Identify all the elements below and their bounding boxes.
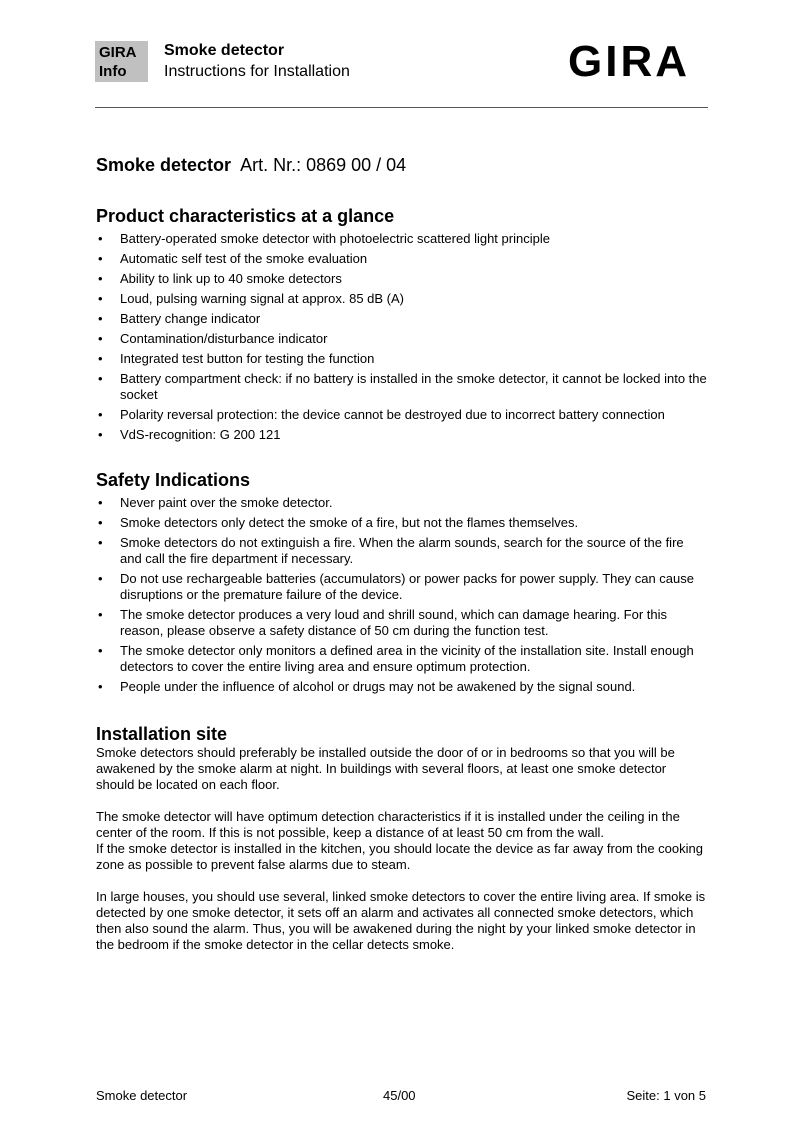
list-item: • People under the influence of alcohol or drugs may not be awakened by the signal sound. [96,679,708,695]
list-item: • Never paint over the smoke detector. [96,495,708,511]
list-item: • Smoke detectors do not extinguish a fire. When the alarm sounds, search for the source of the fire and call the fire department if necessary. [96,535,708,567]
list-item: • Ability to link up to 40 smoke detectors [96,271,708,287]
document-body [96,150,708,953]
installation-paragraph: The smoke detector will have optimum detection characteristics if it is installed under the ceiling in the center of the room. If this is not possible, keep a distance of at least 50 cm from the wall. [96,809,680,840]
header-subtitle: Instructions for Installation [164,63,350,80]
list-item: • Integrated test button for testing the function [96,351,708,367]
installation-paragraph: In large houses, you should use several, linked smoke detectors to cover the entire living area. If smoke is detected by one smoke detector, it sets off an alarm and activates all connected smoke detectors, which then also sound the alarm. Thus, you will be awakened during the night by your linked smoke detector in the bedroom if the smoke detector in the cellar detects smoke. [96,889,706,952]
list-item: • Polarity reversal protection: the device cannot be destroyed due to incorrect battery connection [96,407,708,423]
installation-paragraph: If the smoke detector is installed in the kitchen, you should locate the device as far away from the cooking zone as possible to prevent false alarms due to steam. [96,841,703,872]
list-item: • Do not use rechargeable batteries (accumulators) or power packs for power supply. They can cause disruptions or the premature failure of the device. [96,571,708,603]
article-number: Art. Nr.: 0869 00 / 04 [240,155,407,175]
footer-document-name: Smoke detector [96,1088,188,1103]
list-item: • The smoke detector only monitors a defined area in the vicinity of the installation site. Install enough detectors to cover the entire living area and ensure optimum protection. [96,643,708,675]
badge-line-gira: GIRA [99,44,137,61]
list-item: • Battery-operated smoke detector with photoelectric scattered light principle [96,231,708,247]
footer-page-number: Seite: 1 von 5 [626,1088,706,1103]
header-title: Smoke detector [164,42,285,59]
document-title [96,153,708,177]
list-item: • Battery compartment check: if no battery is installed in the smoke detector, it cannot be locked into the socket [96,371,708,403]
list-item: • Battery change indicator [96,311,708,327]
list-item: • The smoke detector produces a very loud and shrill sound, which can damage hearing. For this reason, please observe a safety distance of 50 cm during the function test. [96,607,708,639]
installation-heading: Installation site [96,724,228,744]
list-item: • Smoke detectors only detect the smoke of a fire, but not the flames themselves. [96,515,708,531]
list-item: • Contamination/disturbance indicator [96,331,708,347]
safety-heading: Safety Indications [96,470,251,490]
header-divider [95,107,708,108]
safety-list [96,495,708,695]
header-text [164,41,350,83]
characteristics-list [96,231,708,443]
footer-version: 45/00 [383,1088,416,1103]
gira-info-badge [95,41,148,82]
characteristics-heading: Product characteristics at a glance [96,206,395,226]
list-item: • VdS-recognition: G 200 121 [96,427,708,443]
badge-line-info: Info [99,63,127,80]
installation-paragraph: Smoke detectors should preferably be installed outside the door of or in bedrooms so that you will be awakened by the smoke alarm at night. In buildings with several floors, at least one smoke detector should be located on each floor. [96,745,675,792]
list-item: • Automatic self test of the smoke evaluation [96,251,708,267]
gira-logo: GIRA [568,37,690,86]
list-item: • Loud, pulsing warning signal at approx. 85 dB (A) [96,291,708,307]
product-name: Smoke detector [96,155,232,175]
